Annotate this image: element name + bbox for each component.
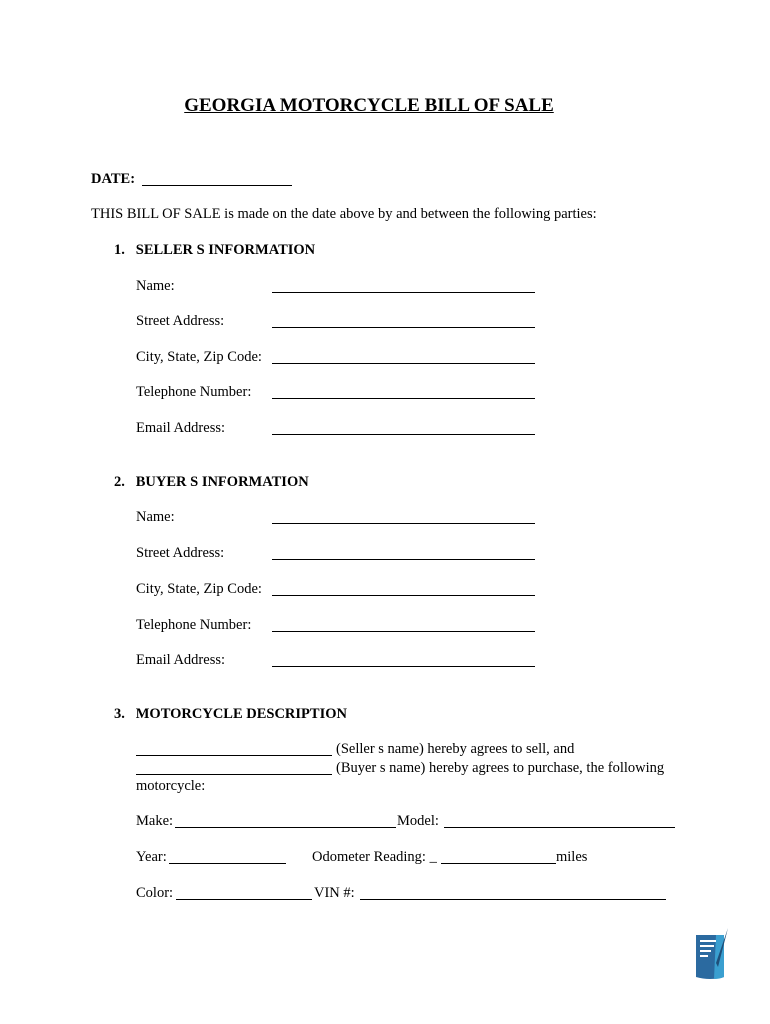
buyer-email-field[interactable] bbox=[272, 666, 535, 667]
year-field[interactable] bbox=[169, 863, 286, 864]
model-field[interactable] bbox=[444, 827, 675, 828]
buyer-street-label: Street Address: bbox=[136, 545, 225, 561]
buyer-phone-label: Telephone Number: bbox=[136, 617, 252, 633]
make-label: Make: bbox=[136, 813, 174, 829]
color-field[interactable] bbox=[176, 899, 312, 900]
date-label: DATE: bbox=[91, 171, 136, 187]
miles-label: miles bbox=[556, 849, 588, 865]
seller-name-label: Name: bbox=[136, 278, 175, 294]
vin-label: VIN #: bbox=[314, 885, 355, 901]
seller-name-blank[interactable] bbox=[136, 755, 332, 756]
seller-phone-label: Telephone Number: bbox=[136, 384, 252, 400]
buyer-street-field[interactable] bbox=[272, 559, 535, 560]
seller-phone-field[interactable] bbox=[272, 398, 535, 399]
motorcycle-heading: 3. MOTORCYCLE DESCRIPTION bbox=[114, 706, 347, 722]
seller-email-field[interactable] bbox=[272, 434, 535, 435]
seller-agree-text: (Seller s name) hereby agrees to sell, and bbox=[336, 741, 575, 757]
motorcycle-continuation: motorcycle: bbox=[136, 778, 206, 794]
buyer-name-field[interactable] bbox=[272, 523, 535, 524]
buyer-phone-field[interactable] bbox=[272, 631, 535, 632]
odometer-label: Odometer Reading: _ bbox=[312, 849, 437, 865]
make-field[interactable] bbox=[175, 827, 396, 828]
seller-city-label: City, State, Zip Code: bbox=[136, 349, 262, 365]
seller-city-field[interactable] bbox=[272, 363, 535, 364]
model-label: Model: bbox=[397, 813, 439, 829]
buyer-email-label: Email Address: bbox=[136, 652, 226, 668]
buyer-name-blank[interactable] bbox=[136, 774, 332, 775]
odometer-field[interactable] bbox=[441, 863, 556, 864]
color-label: Color: bbox=[136, 885, 174, 901]
buyer-city-field[interactable] bbox=[272, 595, 535, 596]
seller-email-label: Email Address: bbox=[136, 420, 226, 436]
document-title: GEORGIA MOTORCYCLE BILL OF SALE bbox=[184, 95, 554, 116]
seller-street-label: Street Address: bbox=[136, 313, 225, 329]
buyer-name-label: Name: bbox=[136, 509, 175, 525]
vin-field[interactable] bbox=[360, 899, 666, 900]
buyer-heading: 2. BUYER S INFORMATION bbox=[114, 474, 309, 490]
seller-heading: 1. SELLER S INFORMATION bbox=[114, 242, 316, 258]
intro-text: THIS BILL OF SALE is made on the date above by and between the following parties: bbox=[91, 206, 597, 222]
buyer-agree-text: (Buyer s name) hereby agrees to purchase, the following bbox=[336, 760, 665, 776]
seller-name-field[interactable] bbox=[272, 292, 535, 293]
buyer-city-label: City, State, Zip Code: bbox=[136, 581, 262, 597]
document-pen-logo-icon bbox=[694, 927, 730, 981]
date-field[interactable] bbox=[142, 185, 292, 186]
seller-street-field[interactable] bbox=[272, 327, 535, 328]
year-label: Year: bbox=[136, 849, 167, 865]
